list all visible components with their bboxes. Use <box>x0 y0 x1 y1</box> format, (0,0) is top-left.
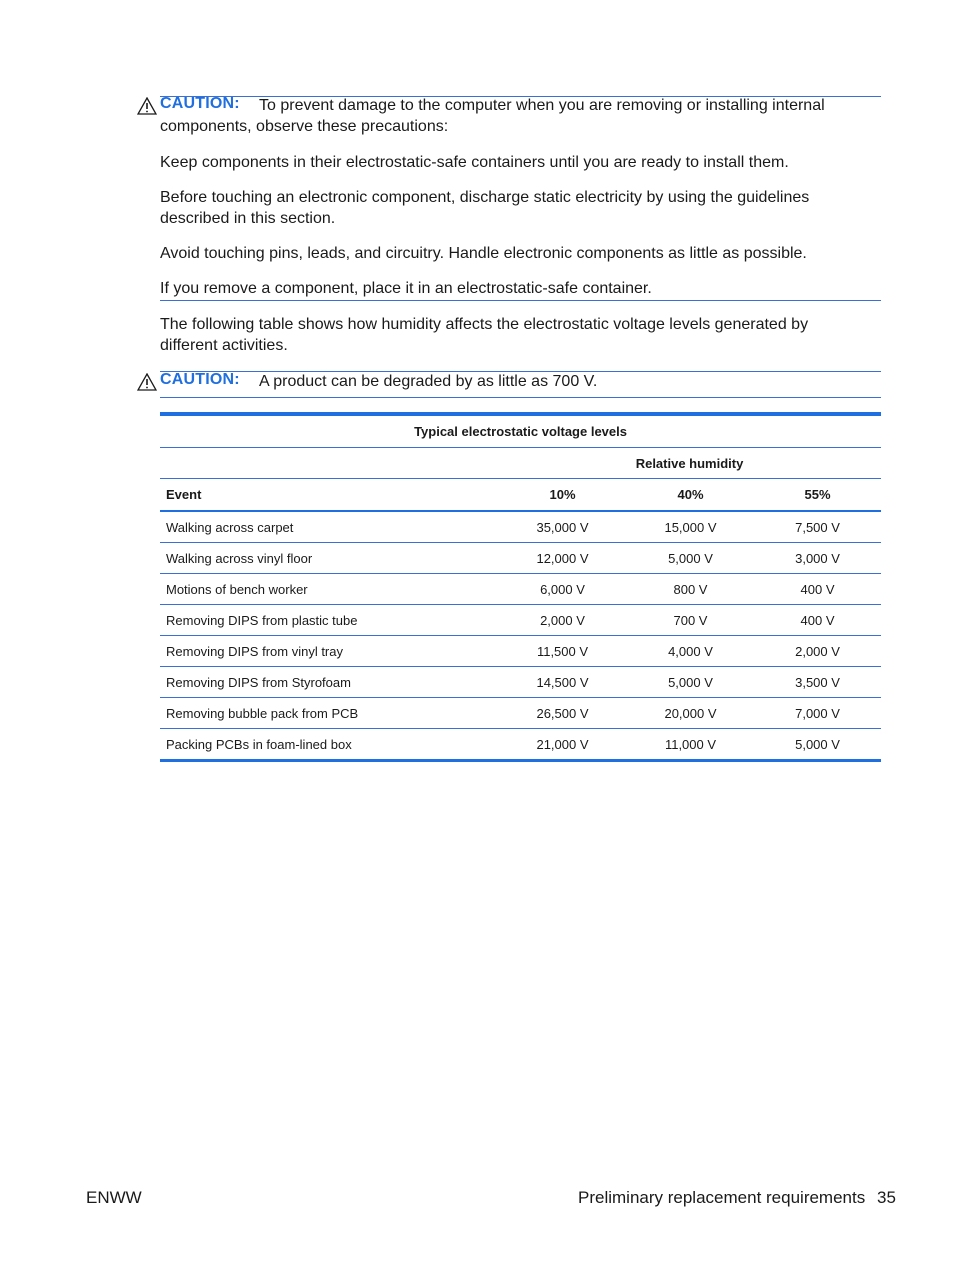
voltage-cell: 11,000 V <box>627 729 754 761</box>
voltage-cell: 5,000 V <box>627 667 754 698</box>
event-cell: Removing DIPS from Styrofoam <box>160 667 498 698</box>
caution-text: A product can be degraded by as little as 700 V. <box>259 373 598 390</box>
event-cell: Walking across carpet <box>160 511 498 543</box>
voltage-cell: 26,500 V <box>498 698 627 729</box>
table-header-blank <box>160 448 498 479</box>
voltage-cell: 3,000 V <box>754 543 881 574</box>
voltage-cell: 11,500 V <box>498 636 627 667</box>
voltage-cell: 400 V <box>754 605 881 636</box>
event-cell: Motions of bench worker <box>160 574 498 605</box>
voltage-cell: 7,500 V <box>754 511 881 543</box>
precaution-paragraph: Keep components in their electrostatic-safe containers until you are ready to install them. <box>160 154 789 171</box>
voltage-cell: 400 V <box>754 574 881 605</box>
precaution-paragraph: Avoid touching pins, leads, and circuitry. Handle electronic components as little as possible. <box>160 245 807 262</box>
voltage-cell: 800 V <box>627 574 754 605</box>
event-cell: Packing PCBs in foam-lined box <box>160 729 498 761</box>
voltage-cell: 15,000 V <box>627 511 754 543</box>
footer-left-label: ENWW <box>86 1188 142 1207</box>
caution-label: CAUTION: <box>160 371 240 388</box>
table-row <box>160 636 881 667</box>
voltage-cell: 3,500 V <box>754 667 881 698</box>
voltage-cell: 4,000 V <box>627 636 754 667</box>
footer-section-title: Preliminary replacement requirements <box>578 1188 866 1207</box>
voltage-table <box>160 412 881 762</box>
page-number: 35 <box>877 1188 896 1207</box>
voltage-cell: 2,000 V <box>498 605 627 636</box>
table-row <box>160 667 881 698</box>
warning-triangle-icon <box>137 373 157 391</box>
voltage-cell: 2,000 V <box>754 636 881 667</box>
table-row <box>160 511 881 543</box>
table-row <box>160 543 881 574</box>
voltage-cell: 20,000 V <box>627 698 754 729</box>
precaution-paragraph: Before touching an electronic component, discharge static electricity by using the guidelines described in this section. <box>160 189 810 227</box>
table-row <box>160 574 881 605</box>
event-cell: Removing DIPS from vinyl tray <box>160 636 498 667</box>
voltage-cell: 700 V <box>627 605 754 636</box>
voltage-cell: 21,000 V <box>498 729 627 761</box>
voltage-cell: 6,000 V <box>498 574 627 605</box>
table-row <box>160 605 881 636</box>
warning-triangle-icon <box>137 97 157 115</box>
caution-bottom-rule <box>160 397 881 398</box>
voltage-cell: 12,000 V <box>498 543 627 574</box>
precaution-paragraph: If you remove a component, place it in an electrostatic-safe container. <box>160 280 652 297</box>
caution-text-line2: components, observe these precautions: <box>160 118 449 135</box>
event-cell: Removing bubble pack from PCB <box>160 698 498 729</box>
event-cell: Removing DIPS from plastic tube <box>160 605 498 636</box>
voltage-cell: 35,000 V <box>498 511 627 543</box>
caution-bottom-rule <box>160 300 881 301</box>
event-cell: Walking across vinyl floor <box>160 543 498 574</box>
voltage-cell: 7,000 V <box>754 698 881 729</box>
caution-label: CAUTION: <box>160 95 240 112</box>
caution-text-line1: To prevent damage to the computer when you are removing or installing internal <box>259 97 825 114</box>
voltage-cell: 5,000 V <box>754 729 881 761</box>
table-row <box>160 729 881 761</box>
relative-humidity-header: Relative humidity <box>498 448 881 479</box>
table-row <box>160 698 881 729</box>
column-header-55: 55% <box>754 479 881 512</box>
column-header-40: 40% <box>627 479 754 512</box>
column-header-event: Event <box>160 479 498 512</box>
column-header-10: 10% <box>498 479 627 512</box>
table-caption: Typical electrostatic voltage levels <box>160 414 881 448</box>
intro-paragraph: The following table shows how humidity affects the electrostatic voltage levels generated by different activities. <box>160 316 809 354</box>
voltage-cell: 5,000 V <box>627 543 754 574</box>
voltage-cell: 14,500 V <box>498 667 627 698</box>
